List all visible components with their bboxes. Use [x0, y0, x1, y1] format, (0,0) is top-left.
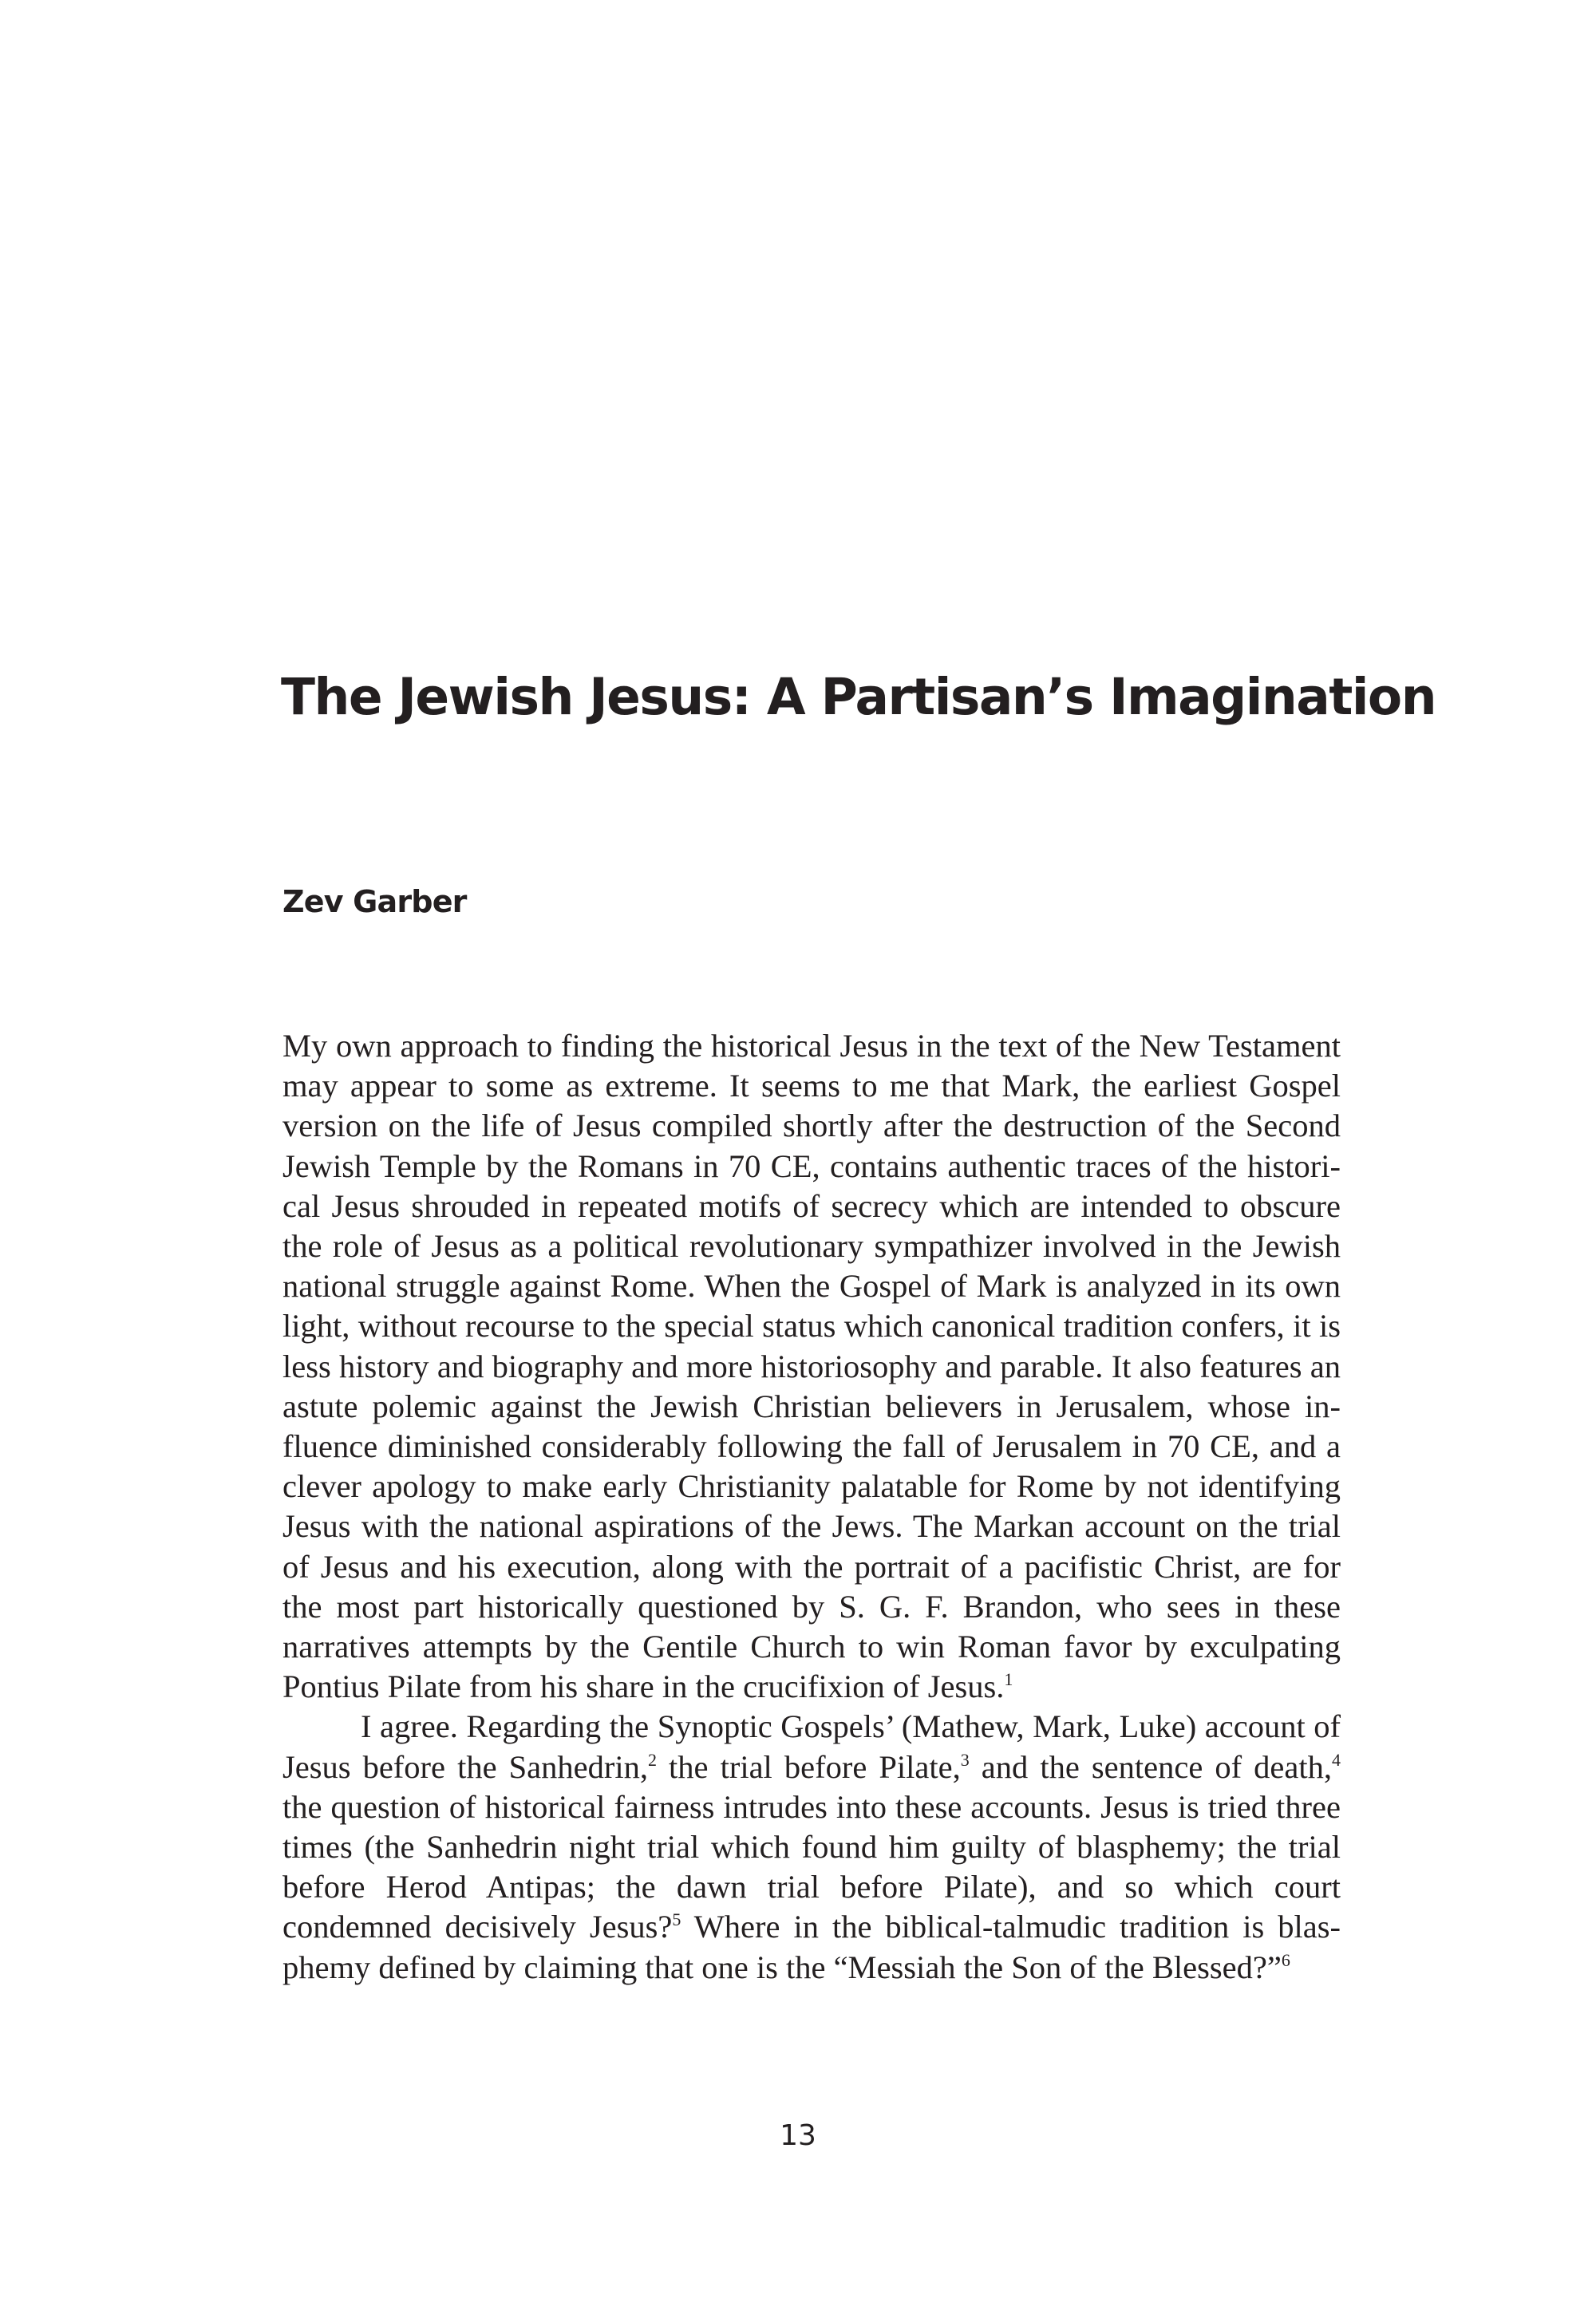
paragraph-2-segment-3: and the sentence of death, [969, 1748, 1333, 1785]
paragraph-2-segment-4: the question of historical fairness intrudes into these accounts. Jesus is tried three times (the Sanhedrin night trial which found him guilty of blasphemy; the trial before Herod Antipas; the dawn trial before Pilate), and so which court condemned decisively Jesus? [282, 1788, 1341, 1945]
paragraph-1-text: My own approach to finding the historical Jesus in the text of the New Testament may appear to some as extreme. It seems to me that Mark, the earliest Gospel version on the life of Jesus compiled shortly after the destruction of the Second Jewish Temple by the Romans in 70 CE, contains authentic traces of the historical Jesus shrouded in repeated motifs of secrecy which are intended to obscure the role of Jesus as a political revolutionary sympathizer involved in the Jewish national struggle against Rome. When the Gospel of Mark is analyzed in its own light, without recourse to the special status which canonical tradition confers, it is less history and biography and more historiosophy and parable. It also features an astute polemic against the Jewish Christian believers in Jerusalem, whose influence diminished considerably following the fall of Jerusalem in 70 CE, and a clever apology to make early Christianity palatable for Rome by not identifying Jesus with the national aspirations of the Jews. The Markan account on the trial of Jesus and his execution, along with the portrait of a pacifistic Christ, are for the most part historically questioned by S. G. F. Brandon, who sees in these narratives attempts by the Gentile Church to win Roman favor by exculpating Pontius Pilate from his share in the crucifixion of Jesus. [282, 1028, 1341, 1705]
chapter-title: The Jewish Jesus: A Partisan’s Imagination [281, 668, 1436, 726]
footnote-ref-4: 4 [1332, 1749, 1341, 1770]
page-number: 13 [780, 2119, 816, 2152]
paragraph-2-segment-1: I agree. Regarding the Synoptic Gospels’ (Mathew, Mark, Luke) account of Jesus before the Sanhedrin, [282, 1708, 1341, 1785]
body-text [282, 1026, 1341, 1988]
footnote-ref-1: 1 [1004, 1669, 1013, 1690]
footnote-ref-2: 2 [647, 1749, 657, 1770]
footnote-ref-5: 5 [672, 1909, 681, 1930]
paragraph-1 [282, 1026, 1341, 1707]
paragraph-2-segment-2: the trial before Pilate, [656, 1748, 961, 1785]
footnote-ref-3: 3 [960, 1749, 970, 1770]
paragraph-2-segment-5: Where in the biblical-talmudic tradition is blasphemy defined by claiming that one is the “Messiah the Son of the Blessed?” [282, 1909, 1341, 1985]
paragraph-2 [282, 1707, 1341, 1987]
footnote-ref-6: 6 [1281, 1949, 1290, 1970]
author-name: Zev Garber [282, 884, 467, 919]
